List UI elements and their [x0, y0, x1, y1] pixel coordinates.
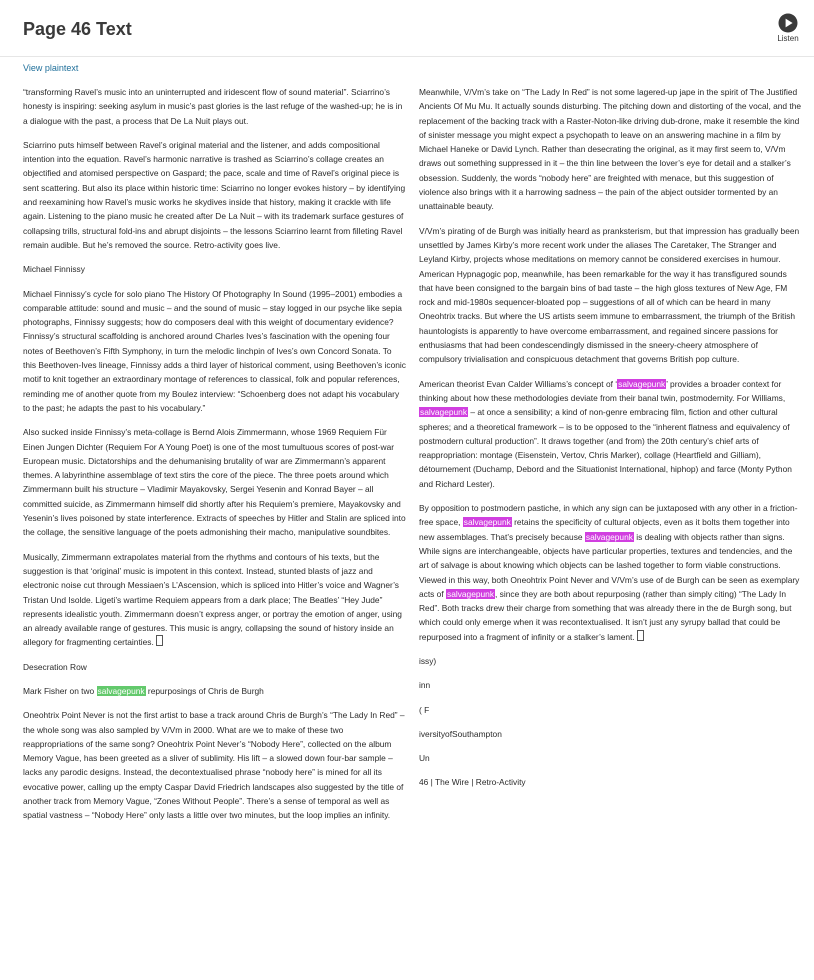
paragraph-text: ’ provides a broader context for thinking about how these methodologies deviate from their banal twin, postmodernity. For Williams, [419, 378, 786, 403]
highlight-salvagepunk[interactable]: salvagepunk [618, 378, 666, 389]
paragraph: V/Vm’s pirating of de Burgh was initially heard as pranksterism, but that impression has gradually been unsettled by James Kirby’s more recent work under the aliases The Caretaker, The Stranger and Leyland Kirby, projects whose meditations on memory cannot be considered exercises in humour. American Hypnagogic pop, meanwhile, has been remarkable for the way it has transfigured sounds that have been consigned to the bargain bins of bad taste – the high gloss textures of New Age, FM rock and mid-1980s sequencer-bloated pop – suggestions of all of which can be heard in many Oneohtrix tracks. But where the US artists seem immune to embarrassment, the triumph of the British hauntologists is apparently to have overcome embarrassment, and regained sincere passions for enthusiasms that had been condescendingly dismissed in the sneery-cheery atmosphere of compulsory trivialisation and conspicuous detachment that governs British pop culture. [419, 225, 800, 365]
paragraph-text: retains the specificity of cultural objects, even as it bolts them together into new assemblages. That’s precisely because [419, 517, 790, 542]
missing-glyph-icon [637, 630, 644, 641]
highlight-salvagepunk[interactable]: salvagepunk [420, 407, 468, 418]
paragraph-text: By opposition to postmodern pastiche, in which any sign can be juxtaposed with any other in a friction-free space, [419, 503, 798, 528]
paragraph-text: is dealing with objects rather than signs. While signs are interchangeable, objects have particular properties, textures and tendencies, and the art of salvage is about knowing which objects can be lashed together to form viable constructions. Viewed in this way, both Oneohtrix Point Never and V/Vm’s use of de Burgh can be seen as exemplary acts of [419, 531, 800, 599]
paragraph [23, 550, 406, 650]
byline-text: repurposings of Chris de Burgh [145, 685, 264, 696]
left-column [23, 85, 406, 833]
paragraph: Meanwhile, V/Vm’s take on “The Lady In Red” is not some lagered-up jape in the spirit of The Justified Ancients Of Mu Mu. It actually sounds disturbing. The pitching down and distorting of the vocal, and the replacement of the backing track with a Raster-Noton-like driving dub-drone, make it resemble the kind of sinister message you might expect a psychopath to leave on an answering machine in a film by Michael Haneke or David Lynch. Rather than desecrating the original, as it may first seem to, V/Vm draws out something suppressed in it – the thin line between the lover’s eye for detail and a stalker’s obsession. Suddenly, the words “nobody here” are freighted with menace, but this suggestion of violence also brings with it a harrowing sadness – the pain of the abject outsider tormented by an unattainable beauty. [419, 87, 802, 212]
footer-fragment: issy) [419, 655, 437, 666]
footer-fragment: Un [419, 753, 430, 764]
paragraph: Sciarrino puts himself between Ravel’s original material and the listener, and adds compositional intention into the equation. Ravel’s harmonic narrative is trashed as Sciarrino’s collage creates an objectified and atomised perspective on Gaspard; the pace, scale and time of Ravel’s original piece is sent scattering. But also its place within historic time: Sciarrino no longer evokes history – by identifying and reexamining how Ravel’s music works he skydives inside that history, making it crackle with life again. Listening to the piano music he created after De La Nuit – with its trademark surface gestures of collapsing trills, structural fold-ins and abrupt disjoints – the lessons Sciarrino learnt from filleting Ravel remain audible. But he’s removed the source. Retro-activity goes live. [23, 139, 406, 250]
section-heading: Desecration Row [23, 661, 87, 672]
page-header [0, 0, 814, 57]
paragraph: Oneohtrix Point Never is not the first artist to base a track around Chris de Burgh’s “The Lady In Red” – the whole song was also sampled by V/Vm in 2000. What are we to make of these two reappropriations of the same song? Oneohtrix Point Never’s “Nobody Here”, collected on the album Memory Vague, has been greeted as a sliver of sublimity. His lift – a slowed down four-bar sample – lacks any parodic designs. Instead, the decontextualised phrase “nobody here” is mined for all its evocative power, calling up the empty Caspar David Friedrich landscapes also suggested by the title of another track from Memory Vague, “Zones Without People”. There’s a sense of temporal as well as spatial vastness – “Nobody Here” only lasts a little over two minutes, but the loop implies an infinity. [23, 710, 405, 821]
paragraph-text: , since they are both about repurposing (rather than simply citing) “The Lady In Red”. Both tracks drew their charge from something that was already there in the de Burgh song, but which could only emerge when it was recontextualised. It isn’t just any syrupy ballad that could be repurposed into a fragment of infinity or a stalker’s lament. [419, 588, 792, 642]
highlight-salvagepunk[interactable]: salvagepunk [447, 588, 495, 599]
highlight-salvagepunk[interactable]: salvagepunk [463, 517, 511, 528]
right-column [419, 85, 802, 800]
page-footer: 46 | The Wire | Retro-Activity [419, 777, 526, 788]
paragraph-text: – at once a sensibility; a kind of non-genre embracing film, fiction and other cultural spheres; and a theoretical framework – is to be opposed to the “inherent flatness and equivalency of postmodern cultural production”. It draws together (and from) the 20th century’s chief arts of reappropriation: montage (Eisenstein, Vertov, Chris Marker), collage (Heartfield and Gilliam), détournement (Duchamp, Debord and the Situationist International, hiphop) and farce (Monty Python and Richard Lester). [419, 407, 792, 489]
highlight-salvagepunk[interactable]: salvagepunk [585, 531, 633, 542]
footer-fragment: inn [419, 680, 431, 691]
section-heading: Michael Finnissy [23, 264, 85, 275]
footer-fragment: iversityofSouthampton [419, 728, 502, 739]
paragraph-text: American theorist Evan Calder Williams’s concept of ‘ [419, 378, 618, 389]
play-circle-icon [778, 13, 798, 33]
paragraph: Michael Finnissy’s cycle for solo piano The History Of Photography In Sound (1995–2001) embodies a comparable attitude: sound and music – and the sound of music – stay logged in our psyche like sepia photographs, Finnissy suggests; how do composers deal with this weight of documentary evidence? Finnissy’s structural scaffolding is anchored around Charles Ives’s fascination with the opening four notes of Beethoven’s Fifth Symphony, in turn the melodic linchpin of Ives’s own Concord Sonata. To this Beethoven-Ives lineage, Finnissy adds a third layer of historical comment, using Beethoven’s iconic motif to knit together an extraordinary montage of references to classical, folk and popular references, reminding me of another quote from my Boulez interview: “Schoenberg does not adapt his vocabulary to the past; he adapts the past to his vocabulary.” [23, 288, 406, 413]
view-plaintext-link[interactable]: View plaintext [23, 63, 79, 73]
missing-glyph-icon [156, 635, 163, 646]
listen-label: Listen [777, 34, 799, 43]
page-title: Page 46 Text [23, 19, 132, 39]
byline [23, 684, 406, 698]
paragraph: “transforming Ravel’s music into an uninterrupted and iridescent flow of sound material”. Sciarrino’s honesty is inspiring: seeking asylum in music’s past glories is the last refuge of the washed-up; he is in a dialogue with the past, a process that De La Nuit plays out. [23, 87, 403, 126]
paragraph: Also sucked inside Finnissy’s meta-collage is Bernd Alois Zimmermann, whose 1969 Requiem Für Einen Jungen Dichter (Requiem For A Young Poet) is one of the most tumultuous scores of post-war European music. Dictatorships and the dehumanising brutality of war are Zimmermann’s apparent themes. A labyrinthine assemblage of text stirs the core of the piece. The three poets around which Zimmermann built his structure – Vladimir Mayakovsky, Sergei Yesenin and Konrad Bayer – all committed suicide, as Zimmermann himself did shortly after his Requiem’s premiere, Mayakovsky and Yesenin’s lives poisoned by state interference. Extracts of speeches by Hitler and Stalin are spliced into the collage, the sensitive language of the poets admonishing their macho, manipulative soundbites. [23, 427, 406, 538]
listen-button[interactable] [773, 13, 803, 43]
highlight-salvagepunk[interactable]: salvagepunk [97, 685, 145, 696]
paragraph-text: Musically, Zimmermann extrapolates material from the rhythms and contours of his texts, but the suggestion is that ‘original’ music is impotent in this context. Instead, stunted blasts of jazz and electronic noise cut through Messiaen’s L’Ascension, which is spliced into Hitler’s voice and Wagner’s Tristan Und Isolde. Ligeti’s wartime Requiem appears from a dark place; The Beatles’ “Hey Jude” represents idealistic youth. Zimmermann doesn’t express anger, or portray the emotion of anger, using an already available range of gestures. This music is angry, collapsing the sound of history inside an allegory for fragmenting certainties. [23, 551, 402, 648]
paragraph [419, 501, 802, 644]
paragraph [419, 377, 802, 491]
byline-text: Mark Fisher on two [23, 685, 97, 696]
footer-fragment: ( F [419, 704, 430, 715]
